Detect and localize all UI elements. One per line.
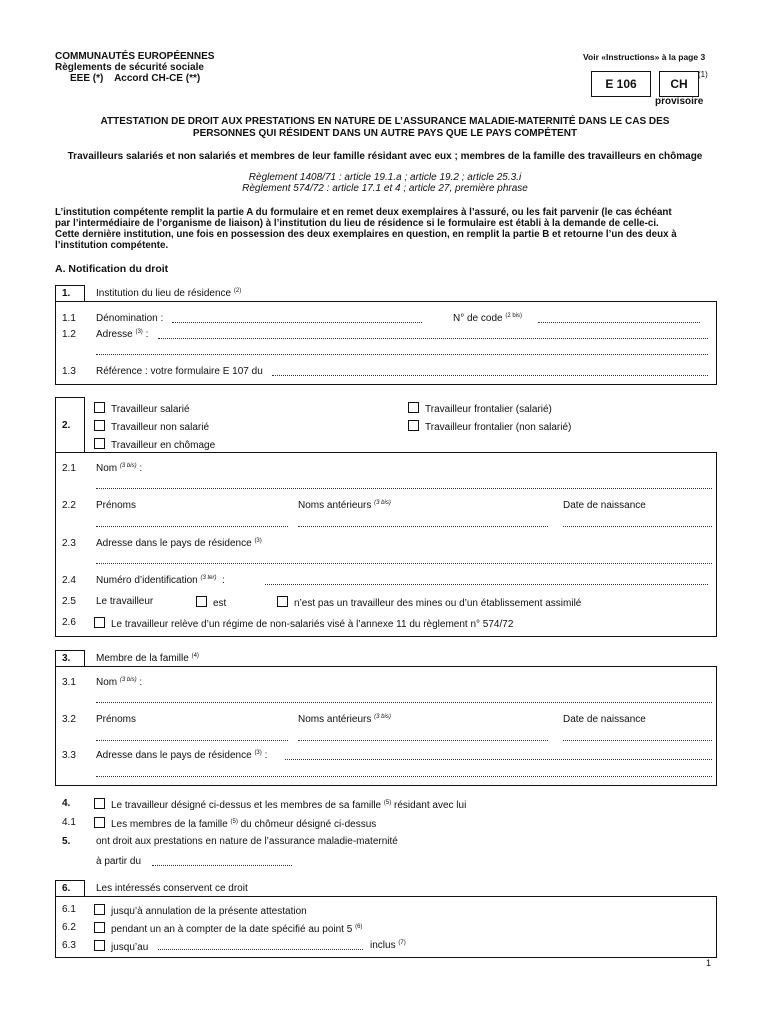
section-3-box [55,666,717,786]
row-2-3-number: 2.3 [62,538,76,549]
row-2-2-number: 2.2 [62,500,76,511]
worker-address-field[interactable] [96,563,712,564]
denomination-label: Dénomination : [96,313,164,324]
option-frontier-self-employed[interactable]: Travailleur frontalier (non salarié) [408,420,571,433]
section-a-title: A. Notification du droit [55,263,169,275]
family-former-names-label: Noms antérieurs $^{(3 bis)}$ [298,714,391,725]
option-unemployed[interactable]: Travailleur en chômage [94,438,215,451]
code-number-label: N° de code $^{(2 bis)}$ [453,313,523,324]
option-until-cancellation[interactable]: jusqu’à annulation de la présente attestation [94,904,307,917]
worker-id-field[interactable] [265,584,708,585]
row-2-1-number: 2.1 [62,463,76,474]
address-field-line1[interactable] [158,338,708,339]
row-2-4-number: 2.4 [62,575,76,586]
intro-line2: par l’intermédiaire de l’organisme de liaison) à l’institution du lieu de résidence si le formulaire est établi à la demande de celle-ci. [55,218,659,229]
family-address-label: Adresse dans le pays de résidence $^{(3)}$ : [96,750,268,761]
form-code-box [591,71,651,97]
worker-birthdate-label: Date de naissance [563,500,646,511]
code-number-field[interactable] [538,322,700,323]
row-6-2-number: 6.2 [62,922,76,933]
self-employed-checkbox[interactable] [94,420,105,431]
page-number: 1 [706,958,712,968]
regulation-1408: Règlement 1408/71 : article 19.1.a ; article 19.2 ; article 25.3.i [248,172,522,183]
reference-label: Référence : votre formulaire E 107 du [96,366,263,377]
country-code-note: (1) [698,70,708,79]
org-agreement: EEE (*) Accord CH-CE (**) [70,73,201,84]
family-firstnames-label: Prénoms [96,714,137,725]
intro-line4: l’institution compétente. [55,240,169,251]
org-regulations: Règlements de sécurité sociale [55,62,204,73]
family-address-field-line1[interactable] [285,759,712,760]
worker-former-names-label: Noms antérieurs $^{(3 bis)}$ [298,500,391,511]
one-year-checkbox[interactable] [94,922,105,933]
option-is-miner[interactable]: est [196,596,226,609]
worker-address-label: Adresse dans le pays de résidence $^{(3)}$ [96,538,262,549]
option-unemployed-family[interactable]: Les membres de la famille $^{(5)}$ du chômeur désigné ci-dessus [94,817,376,830]
form-subtitle: Travailleurs salariés et non salariés et membres de leur famille résidant avec eux ; membres de la famille des travailleurs en chômage [67,151,703,162]
is-miner-checkbox[interactable] [196,596,207,607]
regulation-574: Règlement 574/72 : article 17.1 et 4 ; article 27, première phrase [242,183,528,194]
form-status: provisoire [655,96,704,107]
section-1-number: 1. [62,288,71,299]
option-employed[interactable]: Travailleur salarié [94,402,190,415]
is-not-miner-checkbox[interactable] [277,596,288,607]
unemployed-checkbox[interactable] [94,438,105,449]
section-6-title: Les intéressés conservent ce droit [96,883,248,894]
section-4-number: 4. [62,798,71,809]
row-2-5-number: 2.5 [62,596,76,607]
family-name-field[interactable] [96,702,712,703]
worker-firstnames-label: Prénoms [96,500,137,511]
form-code: E 106 [605,77,637,91]
section-1-title: Institution du lieu de résidence $^{(2)}$ [96,288,242,299]
family-firstnames-field[interactable] [96,740,288,741]
start-date-field[interactable] [152,865,292,866]
address-field-line2[interactable] [96,354,708,355]
instructions-note: Voir «Instructions» à la page 3 [583,52,706,62]
option-one-year[interactable]: pendant un an à compter de la date spécifié au point 5 $^{(6)}$ [94,922,362,935]
row-6-1-number: 6.1 [62,904,76,915]
row-3-3-number: 3.3 [62,750,76,761]
row-1-1-number: 1.1 [62,313,76,324]
unemployed-family-checkbox[interactable] [94,817,105,828]
option-until-date[interactable]: jusqu’au [94,940,148,953]
worker-name-field[interactable] [96,488,712,489]
intro-line1: L’institution compétente remplit la partie A du formulaire et en remet deux exemplaires à l’assuré, ou les fait parvenir (le cas échéant [55,207,672,218]
until-date-field[interactable] [158,949,363,950]
form-title-line1: ATTESTATION DE DROIT AUX PRESTATIONS EN NATURE DE L’ASSURANCE MALADIE-MATERNITÉ DANS LE CAS DES [100,116,670,127]
worker-firstnames-field[interactable] [96,526,288,527]
section-2-number: 2. [62,420,71,431]
section-6-number: 6. [62,883,71,894]
inclusive-label: inclus $^{(7)}$ [370,940,406,951]
section-5-number: 5. [62,836,71,847]
until-date-checkbox[interactable] [94,940,105,951]
until-cancellation-checkbox[interactable] [94,904,105,915]
address-label: Adresse $^{(3)}$ : [96,329,149,340]
option-self-employed[interactable]: Travailleur non salarié [94,420,209,433]
option-worker-and-family[interactable]: Le travailleur désigné ci-dessus et les membres de sa famille $^{(5)}$ résidant avec lui [94,798,466,811]
country-code-box [659,71,699,97]
family-birthdate-field[interactable] [563,740,712,741]
option-is-not-miner[interactable]: n’est pas un travailleur des mines ou d’un établissement assimilé [277,596,581,609]
family-birthdate-label: Date de naissance [563,714,646,725]
section-3-title: Membre de la famille $^{(4)}$ [96,653,199,664]
worker-type-label: Le travailleur [96,596,154,607]
section-3-number: 3. [62,653,71,664]
family-former-names-field[interactable] [298,740,548,741]
country-code: CH [670,77,688,91]
reference-field[interactable] [272,375,708,376]
worker-id-label: Numéro d’identification $^{(3 ter)}$ : [96,575,225,586]
start-date-label: à partir du [96,856,142,867]
frontier-employed-checkbox[interactable] [408,402,419,413]
row-2-6-number: 2.6 [62,617,76,628]
option-frontier-employed[interactable]: Travailleur frontalier (salarié) [408,402,552,415]
row-4-1-number: 4.1 [62,817,76,828]
worker-and-family-checkbox[interactable] [94,798,105,809]
employed-checkbox[interactable] [94,402,105,413]
intro-line3: Cette dernière institution, une fois en possession des deux exemplaires en question, en remplit la partie B et retourne l’un des deux à [55,229,677,240]
entitlement-label: ont droit aux prestations en nature de l’assurance maladie-maternité [96,836,398,847]
family-name-label: Nom $^{(3 bis)}$ : [96,677,143,688]
self-employed-scheme-checkbox[interactable] [94,617,105,628]
row-1-3-number: 1.3 [62,366,76,377]
denomination-field[interactable] [172,322,422,323]
option-self-employed-scheme[interactable]: Le travailleur relève d’un régime de non-salariés visé à l’annexe 11 du règlement n° 574/72 [94,617,513,630]
frontier-self-employed-checkbox[interactable] [408,420,419,431]
worker-name-label: Nom $^{(3 bis)}$ : [96,463,143,474]
row-3-2-number: 3.2 [62,714,76,725]
row-6-3-number: 6.3 [62,940,76,951]
worker-birthdate-field[interactable] [563,526,712,527]
family-address-field-line2[interactable] [96,776,712,777]
org-name: COMMUNAUTÉS EUROPÉENNES [55,51,215,62]
row-1-2-number: 1.2 [62,329,76,340]
form-title-line2: PERSONNES QUI RÉSIDENT DANS UN AUTRE PAYS QUE LE PAYS COMPÉTENT [192,128,578,139]
row-3-1-number: 3.1 [62,677,76,688]
worker-former-names-field[interactable] [298,526,548,527]
